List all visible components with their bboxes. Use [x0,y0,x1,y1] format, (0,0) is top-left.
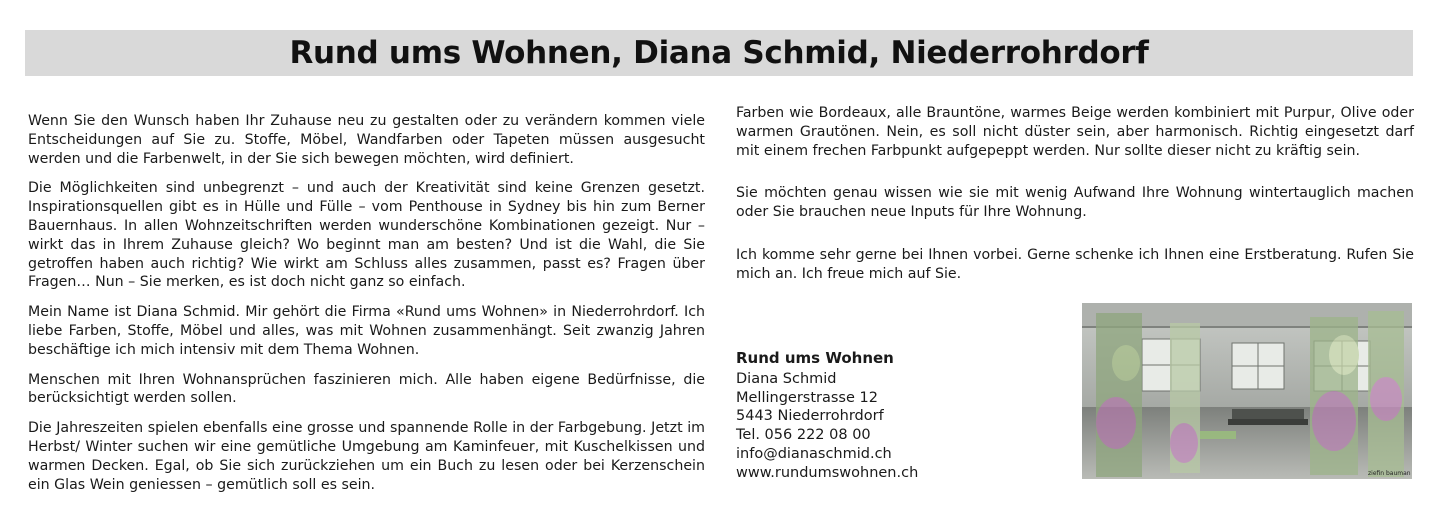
title-banner [25,30,1413,76]
paragraph: Mein Name ist Diana Schmid. Mir gehört die Firma «Rund ums Wohnen» in Niederrohrdorf. Ich liebe Farben, Stoffe, Möbel und alles, was mit Wohnen zusammenhängt. Seit zwanzig Jahren beschäftige ich mich intensiv mit dem Thema Wohnen. [28,304,705,358]
page-title: Rund ums Wohnen, Diana Schmid, Niederrohrdorf [289,35,1149,71]
paragraph: Menschen mit Ihren Wohnansprüchen faszinieren mich. Alle haben eigene Bedürfnisse, die berücksichtigt werden sollen. [28,371,705,407]
interior-photo [1082,303,1412,479]
paragraph: Farben wie Bordeaux, alle Brauntöne, warmes Beige werden kombiniert mit Purpur, Olive oder warmen Grautönen. Nein, es soll nicht düster sein, aber harmonisch. Richtig eingesetzt darf mit einem frechen Farbpunkt aufgepeppt werden. Nur sollte dieser nicht zu kräftig sein. [736,105,1414,159]
contact-email[interactable]: info@dianaschmid.ch [736,445,892,462]
paragraph: Die Möglichkeiten sind unbegrenzt – und auch der Kreativität sind keine Grenzen gesetzt. Inspirationsquellen gibt es in Hülle und Fülle – vom Penthouse in Sydney bis hin zum Berner Bauernhaus. In allen Wohnzeitschriften werden wunderschöne Kombinationen gezeigt. Nur – wirkt das in Ihrem Zuhause gleich? Wo beginnt man am besten? Und ist die Wahl, die Sie getroffen haben auch richtig? Wie wirkt am Schluss alles zusammen, passt es? Fragen über Fragen… Nun – Sie merken, es ist doch nicht ganz so einfach. [28,180,705,291]
contact-name: Diana Schmid [736,370,837,387]
contact-block [736,349,1056,483]
paragraph: Die Jahreszeiten spielen ebenfalls eine grosse und spannende Rolle in der Farbgebung. Jetzt im Herbst/ Winter suchen wir eine gemütliche Umgebung am Kaminfeuer, mit Kuschelkissen und warmen Decken. Egal, ob Sie sich zurückziehen um ein Buch zu lesen oder bei Kerzenschein ein Glas Wein geniessen – gemütlich soll es sein. [28,420,705,493]
left-column [28,112,705,505]
company-name: Rund ums Wohnen [736,349,894,367]
contact-city: 5443 Niederrohrdorf [736,408,884,425]
contact-street: Mellingerstrasse 12 [736,389,878,406]
paragraph: Sie möchten genau wissen wie sie mit wenig Aufwand Ihre Wohnung wintertauglich machen oder Sie brauchen neue Inputs für Ihre Wohnung. [736,185,1414,221]
paragraph: Wenn Sie den Wunsch haben Ihr Zuhause neu zu gestalten oder zu verändern kommen viele Entscheidungen auf Sie zu. Stoffe, Möbel, Wandfarben oder Tapeten müssen ausgesucht werden und die Farbenwelt, in der Sie sich bewegen möchten, wird definiert. [28,113,705,167]
paragraph: Ich komme sehr gerne bei Ihnen vorbei. Gerne schenke ich Ihnen eine Erstberatung. Rufen Sie mich an. Ich freue mich auf Sie. [736,246,1414,282]
contact-phone: Tel. 056 222 08 00 [736,427,871,444]
contact-website[interactable]: www.rundumswohnen.ch [736,464,919,481]
photo-caption: ziefin bauman [1368,470,1411,477]
right-column [736,104,1414,284]
